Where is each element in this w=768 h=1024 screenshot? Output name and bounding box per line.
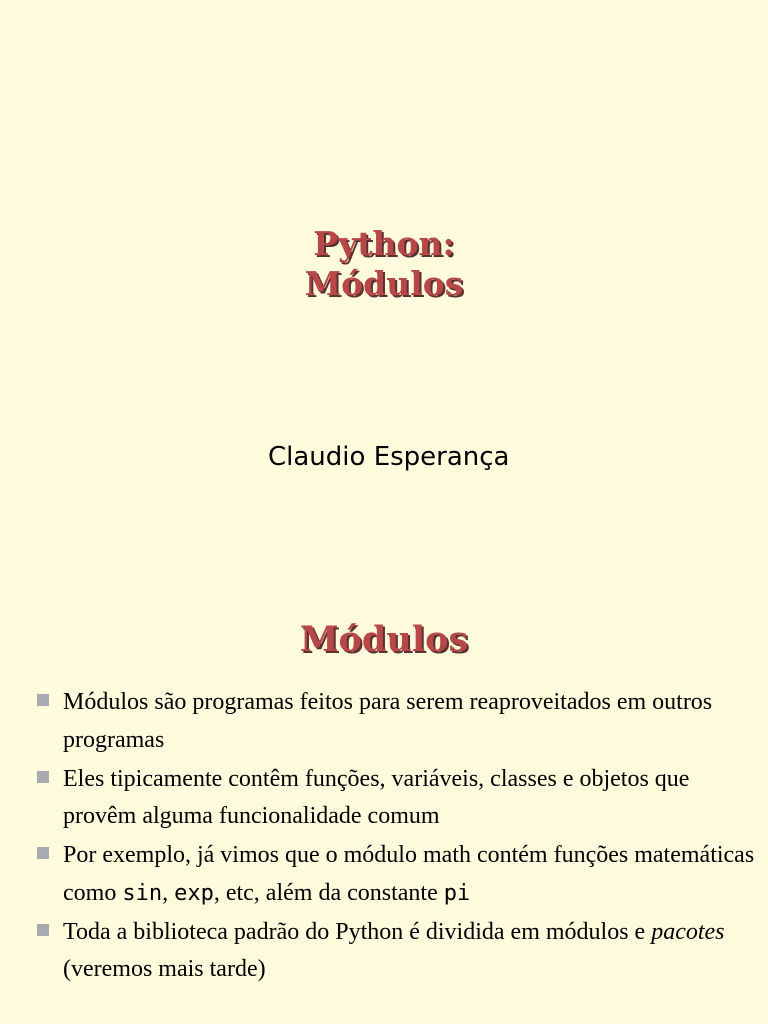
title-line-2: Módulos [304,264,464,303]
bullet-text-separator: , [162,879,175,906]
slide-title [0,224,768,304]
bullet-text: (veremos mais tarde) [63,956,266,982]
bullet-item [36,684,756,759]
italic-term: pacotes [651,918,725,945]
code-pi: pi [443,880,471,906]
square-bullet-icon [37,924,49,936]
code-exp: exp [174,880,214,906]
bullet-list [36,684,756,990]
section-title: Módulos [299,619,469,660]
bullet-text: Toda a biblioteca padrão do Python é dividida em módulos e [63,918,652,945]
bullet-text: Módulos são programas feitos para serem reaproveitados em outros programas [63,689,713,753]
bullet-text: Por exemplo, já vimos que o módulo math contém funções matemáticas como [63,842,755,906]
square-bullet-icon [37,694,49,706]
title-line-1: Python: [313,224,455,263]
bullet-text: , etc, além da constante [213,879,444,906]
author-name: Claudio Esperança [268,442,510,472]
bullet-text: Eles tipicamente contêm funções, variáveis, classes e objetos que provêm alguma funcionalidade comum [63,765,690,829]
bullet-item [36,914,756,989]
bullet-item [36,837,756,912]
code-sin: sin [122,880,163,906]
square-bullet-icon [37,847,49,859]
bullet-item [36,761,756,836]
square-bullet-icon [37,771,49,783]
